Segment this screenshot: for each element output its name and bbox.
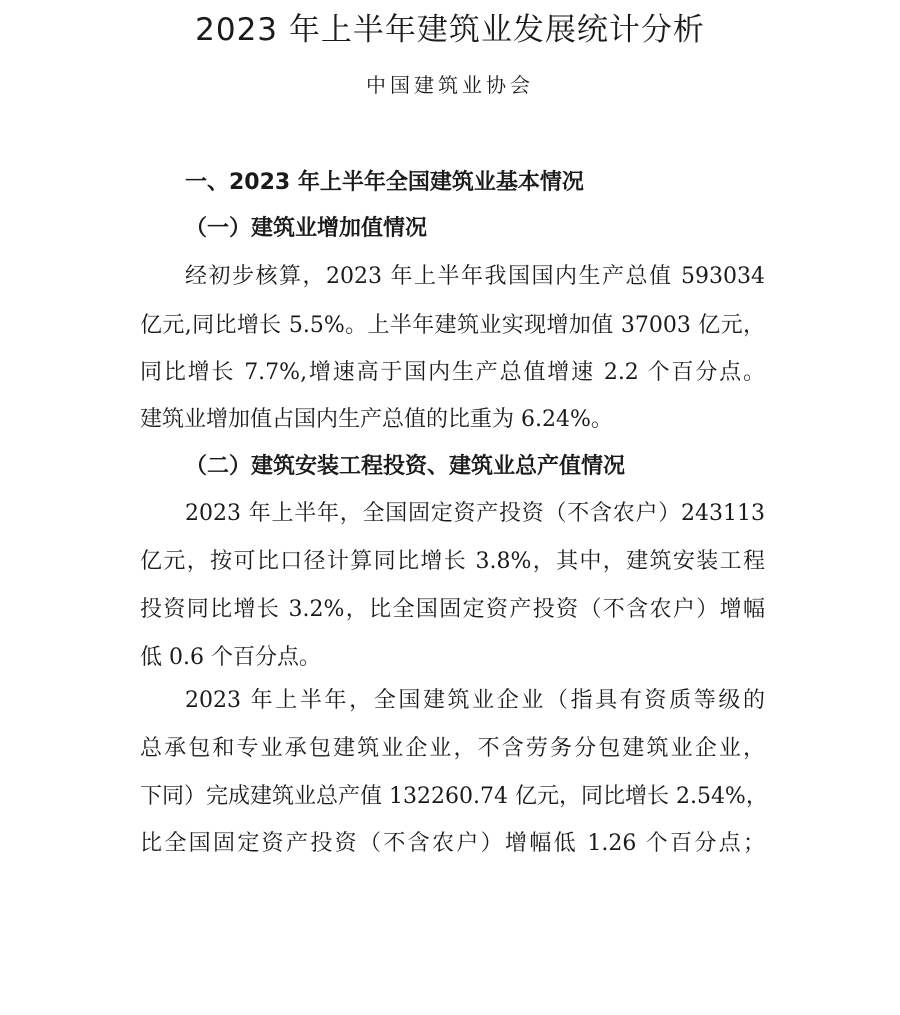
document-title: 2023 年上半年建筑业发展统计分析 (195, 12, 705, 48)
section-1-heading: 一、2023 年上半年全国建筑业基本情况 (185, 170, 584, 195)
paragraph-line: 总承包和专业承包建筑业企业，不含劳务分包建筑业企业， (140, 736, 765, 761)
paragraph-line: 下同）完成建筑业总产值 132260.74 亿元，同比增长 2.54%， (140, 784, 768, 809)
paragraph-line: 比全国固定资产投资（不含农户）增幅低 1.26 个百分点； (140, 831, 765, 856)
paragraph-line: 同比增长 7.7%,增速高于国内生产总值增速 2.2 个百分点。 (140, 360, 765, 385)
paragraph-line: 2023 年上半年，全国建筑业企业（指具有资质等级的 (185, 688, 765, 713)
paragraph-line: 低 0.6 个百分点。 (140, 645, 321, 670)
subsection-2-heading: （二）建筑安装工程投资、建筑业总产值情况 (185, 454, 626, 479)
paragraph-line: 建筑业增加值占国内生产总值的比重为 6.24%。 (140, 407, 613, 432)
subsection-1-heading: （一）建筑业增加值情况 (185, 216, 428, 241)
paragraph-line: 投资同比增长 3.2%，比全国固定资产投资（不含农户）增幅 (140, 597, 765, 622)
paragraph-line: 2023 年上半年，全国固定资产投资（不含农户）243113 (185, 501, 765, 526)
paragraph-line: 经初步核算，2023 年上半年我国国内生产总值 593034 (185, 264, 765, 289)
paragraph-line: 亿元，按可比口径计算同比增长 3.8%，其中，建筑安装工程 (140, 549, 765, 574)
document-organization: 中国建筑业协会 (366, 73, 534, 97)
paragraph-line: 亿元,同比增长 5.5%。上半年建筑业实现增加值 37003 亿元， (140, 313, 765, 338)
